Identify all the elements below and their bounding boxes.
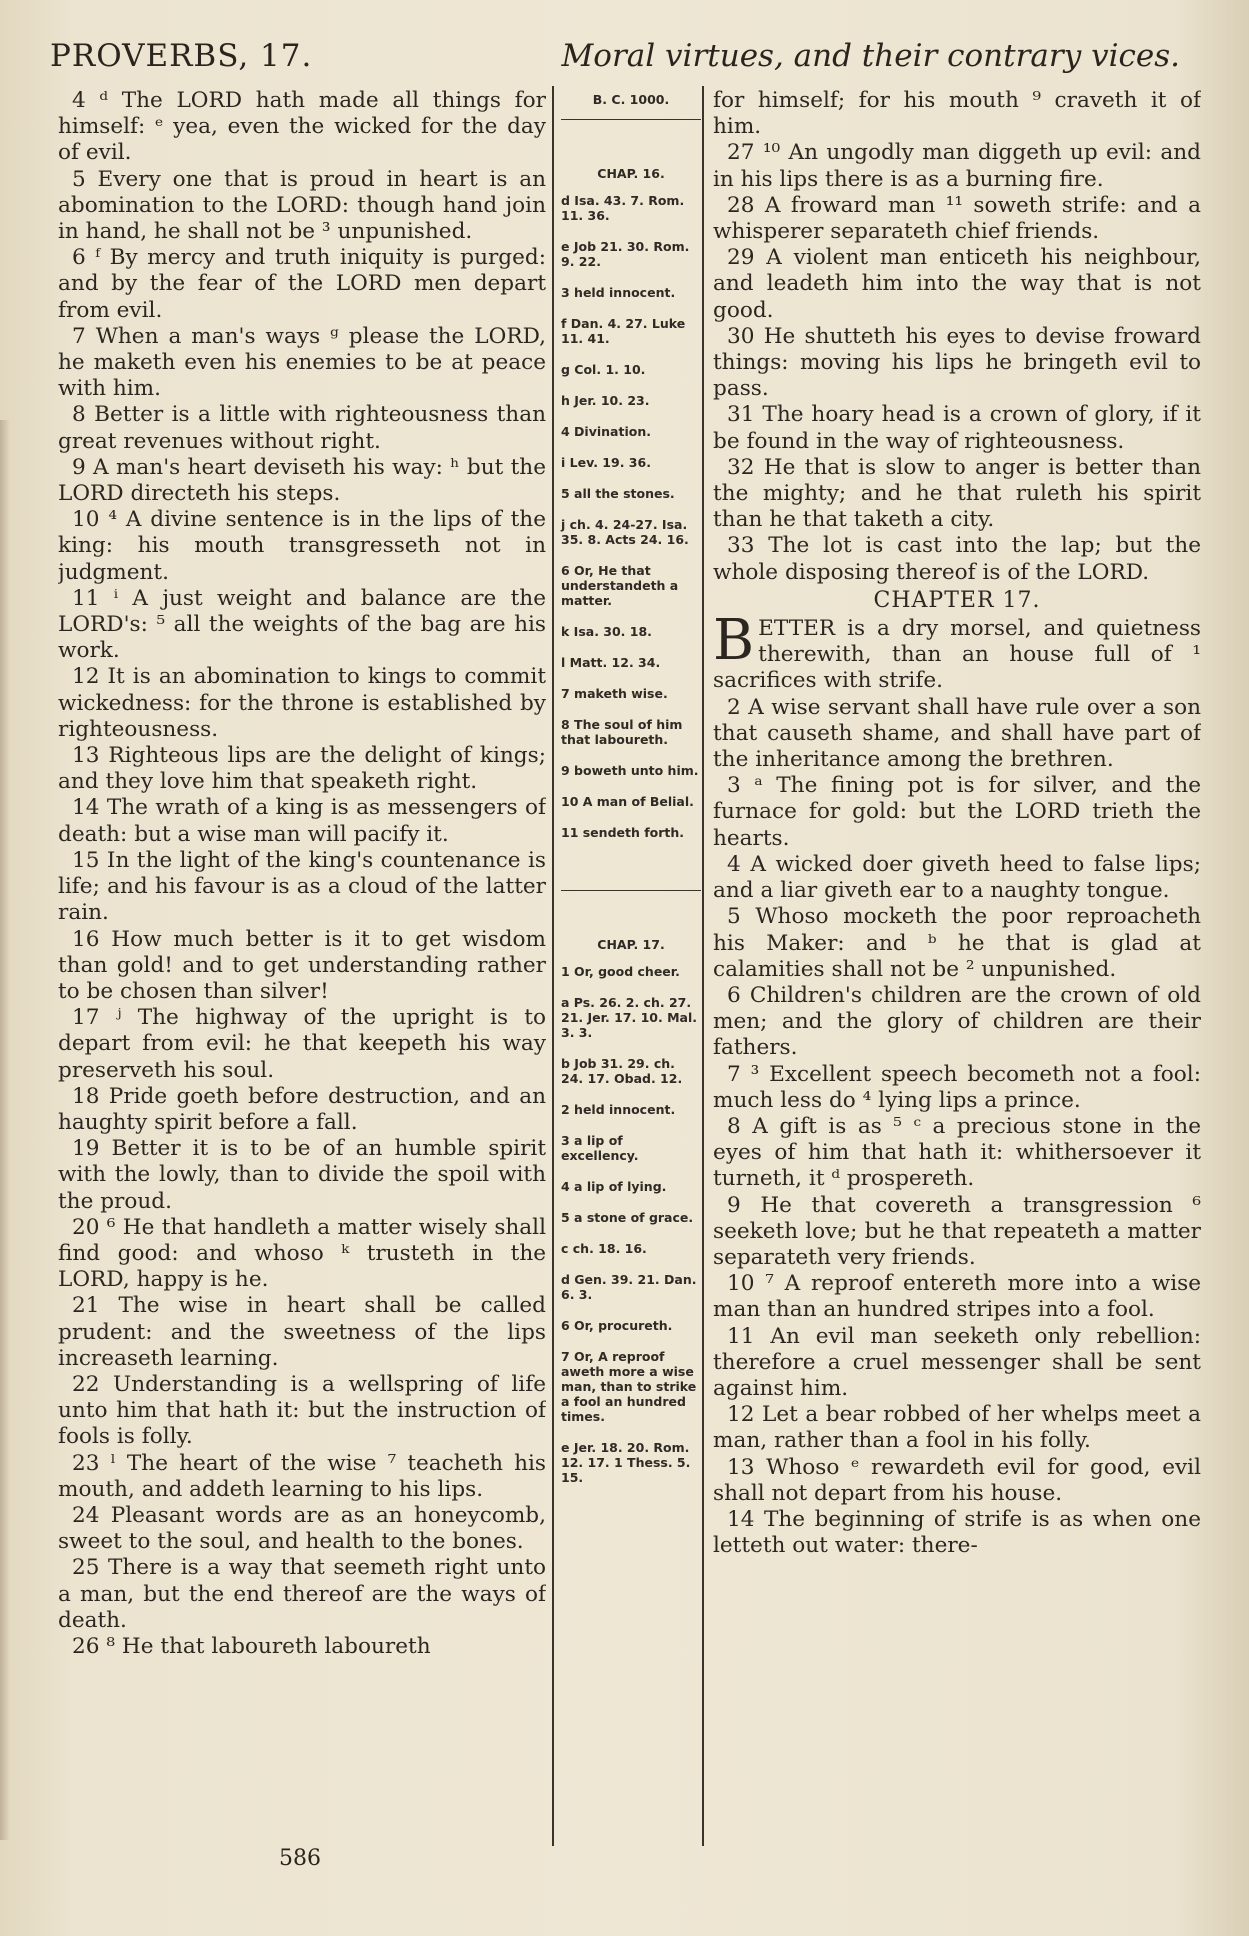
margin-references bbox=[561, 92, 701, 1832]
margin-ref: g Col. 1. 10. bbox=[561, 362, 646, 377]
page-edge-shadow bbox=[0, 420, 10, 1840]
column-rule-right bbox=[702, 86, 704, 1846]
page-header bbox=[50, 38, 1180, 84]
margin-chapter-title: CHAP. 17. bbox=[597, 937, 665, 952]
margin-ref: 11 sendeth forth. bbox=[561, 825, 685, 840]
verse: 8 Better is a little with righteousness than great revenues without right. bbox=[58, 402, 546, 454]
verse: for himself; for his mouth ⁹ craveth it of him. bbox=[713, 88, 1201, 140]
margin-ref: 8 The soul of him that laboureth. bbox=[561, 717, 683, 747]
verse: 22 Understanding is a wellspring of life unto him that hath it: but the instruction of fools is folly. bbox=[58, 1371, 546, 1450]
verse: 2 A wise servant shall have rule over a son that causeth shame, and shall have part of the inheritance among the brethren. bbox=[713, 694, 1201, 773]
verse: 11 An evil man seeketh only rebellion: therefore a cruel messenger shall be sent against him. bbox=[713, 1323, 1201, 1401]
margin-ref: d Isa. 43. 7. Rom. 11. 36. bbox=[561, 193, 685, 223]
margin-ref: e Jer. 18. 20. Rom. 12. 17. 1 Thess. 5. 15. bbox=[561, 1440, 691, 1485]
verse: 9 He that covereth a transgression ⁶ seeketh love; but he that repeateth a matter separateth very friends. bbox=[713, 1192, 1201, 1270]
verse: 4 A wicked doer giveth heed to false lips; and a liar giveth ear to a naughty tongue. bbox=[713, 851, 1201, 904]
verse: 27 ¹⁰ An ungodly man diggeth up evil: and in his lips there is as a burning fire. bbox=[713, 140, 1201, 192]
verse: 30 He shutteth his eyes to devise froward things: moving his lips he bringeth evil to pass. bbox=[713, 323, 1201, 402]
verse: 13 Righteous lips are the delight of kings; and they love him that speaketh right. bbox=[58, 743, 546, 795]
verse: 15 In the light of the king's countenance is life; and his favour is as a cloud of the latter rain. bbox=[58, 847, 546, 926]
margin-ref: i Lev. 19. 36. bbox=[561, 455, 651, 470]
margin-ref: 5 all the stones. bbox=[561, 486, 675, 501]
right-text-column bbox=[713, 88, 1201, 1828]
verse: 28 A froward man ¹¹ soweth strife: and a whisperer separateth chief friends. bbox=[713, 192, 1201, 245]
verse: 16 How much better is it to get wisdom than gold! and to get understanding rather to be chosen than silver! bbox=[58, 926, 546, 1004]
margin-ref: 3 held innocent. bbox=[561, 285, 676, 300]
margin-ref: 6 Or, procureth. bbox=[561, 1318, 673, 1333]
page-number: 586 bbox=[279, 1846, 321, 1871]
verse: 25 There is a way that seemeth right unto a man, but the end thereof are the ways of death. bbox=[58, 1555, 546, 1633]
verse: 21 The wise in heart shall be called prudent: and the sweetness of the lips increaseth learning. bbox=[58, 1293, 546, 1371]
margin-ref: j ch. 4. 24-27. Isa. 35. 8. Acts 24. 16. bbox=[561, 517, 689, 547]
margin-rule bbox=[561, 119, 701, 120]
margin-chapter-title: CHAP. 16. bbox=[597, 166, 665, 181]
verse: 26 ⁸ He that laboureth laboureth bbox=[72, 1633, 431, 1659]
margin-ref: 4 Divination. bbox=[561, 424, 651, 439]
verse: 5 Whoso mocketh the poor reproacheth his Maker: and ᵇ he that is glad at calamities shall not be ² unpunished. bbox=[713, 904, 1201, 982]
chapter-heading: CHAPTER 17. bbox=[873, 587, 1041, 613]
margin-ref: 1 Or, good cheer. bbox=[561, 964, 680, 979]
verse: 7 When a man's ways ᵍ please the LORD, he maketh even his enemies to be at peace with him. bbox=[58, 323, 546, 402]
margin-ref: e Job 21. 30. Rom. 9. 22. bbox=[561, 239, 690, 269]
margin-ref: c ch. 18. 16. bbox=[561, 1241, 647, 1256]
running-summary: Moral virtues, and their contrary vices. bbox=[561, 38, 1180, 74]
margin-ref: 5 a stone of grace. bbox=[561, 1210, 694, 1225]
verse: 10 ⁷ A reproof entereth more into a wise man than an hundred stripes into a fool. bbox=[713, 1271, 1201, 1323]
verse: 12 It is an abomination to kings to commit wickedness: for the throne is established by righteousness. bbox=[58, 664, 546, 742]
verse: 6 Children's children are the crown of old men; and the glory of children are their fathers. bbox=[713, 982, 1201, 1061]
verse: 17 ʲ The highway of the upright is to depart from evil: he that keepeth his way preserveth his soul. bbox=[58, 1005, 546, 1083]
margin-date: B. C. 1000. bbox=[592, 92, 670, 107]
left-text-column bbox=[58, 88, 546, 1828]
verse: 33 The lot is cast into the lap; but the whole disposing thereof is of the LORD. bbox=[713, 533, 1201, 585]
verse: 7 ³ Excellent speech becometh not a fool: much less do ⁴ lying lips a prince. bbox=[713, 1061, 1201, 1113]
margin-ref: 4 a lip of lying. bbox=[561, 1179, 667, 1194]
verse: 31 The hoary head is a crown of glory, if it be found in the way of righteousness. bbox=[713, 402, 1201, 454]
margin-ref: 3 a lip of excellency. bbox=[561, 1133, 639, 1163]
margin-ref: 6 Or, He that understandeth a matter. bbox=[561, 563, 679, 608]
verse: 3 ᵃ The fining pot is for silver, and the furnace for gold: but the LORD trieth the hearts. bbox=[713, 773, 1201, 851]
margin-ref: 2 held innocent. bbox=[561, 1102, 676, 1117]
verse: 5 Every one that is proud in heart is an abomination to the LORD: though hand join in hand, he shall not be ³ unpunished. bbox=[58, 166, 546, 245]
margin-ref: 10 A man of Belial. bbox=[561, 794, 694, 809]
margin-ref: d Gen. 39. 21. Dan. 6. 3. bbox=[561, 1272, 697, 1302]
verse: 12 Let a bear robbed of her whelps meet a man, rather than a fool in his folly. bbox=[713, 1402, 1201, 1454]
margin-ref: a Ps. 26. 2. ch. 27. 21. Jer. 17. 10. Mal. 3. 3. bbox=[561, 995, 698, 1040]
verse: 32 He that is slow to anger is better than the mighty; and he that ruleth his spirit than he that taketh a city. bbox=[713, 454, 1201, 533]
verse: 13 Whoso ᵉ rewardeth evil for good, evil shall not depart from his house. bbox=[713, 1454, 1201, 1506]
margin-ref: b Job 31. 29. ch. 24. 17. Obad. 12. bbox=[561, 1056, 683, 1086]
verse: 24 Pleasant words are as an honeycomb, sweet to the soul, and health to the bones. bbox=[58, 1502, 546, 1555]
verse: 29 A violent man enticeth his neighbour, and leadeth him into the way that is not good. bbox=[713, 245, 1201, 323]
margin-ref: f Dan. 4. 27. Luke 11. 41. bbox=[561, 316, 686, 346]
margin-ref: k Isa. 30. 18. bbox=[561, 624, 652, 639]
margin-ref: h Jer. 10. 23. bbox=[561, 393, 650, 408]
margin-ref: 7 Or, A reproof aweth more a wise man, than to strike a fool an hundred times. bbox=[561, 1349, 697, 1424]
margin-ref: l Matt. 12. 34. bbox=[561, 655, 661, 670]
verse: 8 A gift is as ⁵ ᶜ a precious stone in the eyes of him that hath it: whithersoever it turneth, it ᵈ prospereth. bbox=[713, 1113, 1201, 1192]
margin-ref: 7 maketh wise. bbox=[561, 686, 668, 701]
verse-text: ETTER is a dry morsel, and quietness therewith, than an house full of ¹ sacrifices with strife. bbox=[713, 616, 1201, 694]
verse: 11 ⁱ A just weight and balance are the LORD's: ⁵ all the weights of the bag are his work. bbox=[58, 585, 546, 664]
verse: 14 The beginning of strife is as when one letteth out water: there- bbox=[713, 1506, 1201, 1559]
verse: 9 A man's heart deviseth his way: ʰ but the LORD directeth his steps. bbox=[58, 454, 546, 507]
verse: 23 ˡ The heart of the wise ⁷ teacheth his mouth, and addeth learning to his lips. bbox=[58, 1450, 546, 1502]
verse: 19 Better it is to be of an humble spirit with the lowly, than to divide the spoil with the proud. bbox=[58, 1136, 546, 1214]
margin-rule bbox=[561, 890, 701, 891]
column-rule-left bbox=[552, 86, 554, 1846]
verse: 10 ⁴ A divine sentence is in the lips of the king: his mouth transgresseth not in judgment. bbox=[58, 507, 546, 585]
verse: 6 ᶠ By mercy and truth iniquity is purged: and by the fear of the LORD men depart from evil. bbox=[58, 245, 546, 323]
verse: 18 Pride goeth before destruction, and an haughty spirit before a fall. bbox=[58, 1083, 546, 1135]
verse: 4 ᵈ The LORD hath made all things for himself: ᵉ yea, even the wicked for the day of evil. bbox=[58, 88, 546, 166]
margin-ref: 9 boweth unto him. bbox=[561, 763, 699, 778]
drop-cap: B bbox=[713, 608, 755, 674]
verse: 14 The wrath of a king is as messengers of death: but a wise man will pacify it. bbox=[58, 795, 546, 847]
chapter-first-verse bbox=[713, 608, 1201, 695]
running-title: PROVERBS, 17. bbox=[50, 38, 313, 74]
verse: 20 ⁶ He that handleth a matter wisely shall find good: and whoso ᵏ trusteth in the LORD, happy is he. bbox=[58, 1214, 546, 1293]
